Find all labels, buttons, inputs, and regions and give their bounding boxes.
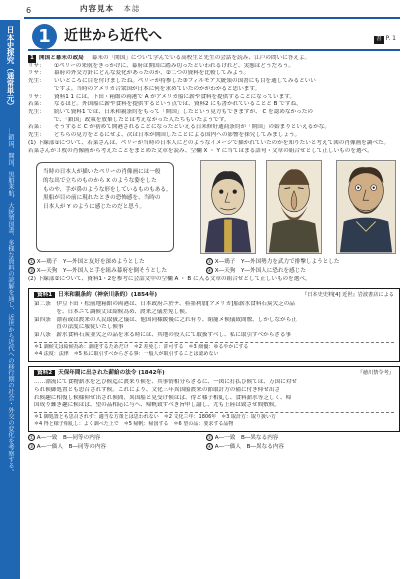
main-label: 本誌	[123, 4, 141, 13]
question-1-choices	[28, 258, 400, 275]
choice-4[interactable]: ④ X―天狗 Y―外国人に恐れを感じた	[207, 268, 306, 275]
document-line: 第八条 薪水食料石炭並欠乏の品を求る時には、其地の役人にて取扱すべし、私に取引すべからざる事	[34, 332, 292, 339]
dialogue-line: 若菜： そうすると C が初めて開港されることになったといえる日米修好通商条約が「開国」の始まりといえるかな。	[28, 124, 330, 131]
document-2-title: 天保年間に出された薪給の法令 (1842年)	[58, 369, 165, 376]
question-2-choices	[28, 434, 400, 451]
sample-label: 内容見本	[80, 4, 114, 13]
section-title: 開国と幕末の政局	[39, 55, 84, 61]
speaker: 若菜：	[28, 101, 45, 108]
dialogue-line: 先生： 続いて資料1 では、日米和親条約をもって「開国」したという見方もできますが、 C を認めなかったの	[28, 109, 313, 116]
document-line: 第四条 漂着或は渡来の人民取扱之儀は、他国同様緩優に之れ有り、閉籠メ候儀致間敷、しかしながら正	[34, 316, 297, 323]
sidebar-topic: …鎖国、開国、黒船来航、大統領国書、多様な資料の読解を通し、近世から近代への移行期の社会・外交の変化を考察する。	[7, 128, 14, 476]
dialogue-line: 若菜： なるほど。外国船に薪や食料を提供するという点では、資料2 にも書かれていることと B ですね。	[28, 101, 302, 108]
portrait-figure-row	[28, 158, 400, 256]
document-1-heading	[34, 292, 394, 300]
chapter-reference	[374, 35, 396, 44]
choice-2[interactable]: ② X―鶏子 Y―外国勢力を武力で排撃しようとした	[207, 259, 340, 266]
question-1-lead: (1) 下線部①について、若菜さんは、ペリーが当時の日本人にどのようなイメージで描かれていたのかを知りたいと考えて図の肖像画を調べた。	[28, 139, 390, 146]
document-2-source: 『徳川禁令考』	[357, 369, 394, 376]
q2-choice-2[interactable]: ② A―一致 B―異なる内容	[207, 434, 279, 441]
document-2-notes	[34, 412, 394, 428]
speaker: 先生：	[28, 132, 45, 139]
choice-row	[28, 443, 400, 452]
document-1-title: 日米和親条約（神奈川条約）(1854年)	[58, 291, 158, 298]
header-labels	[80, 4, 140, 14]
question-1-lead-2: 若菜さんが３枚の肖像画から考えたことをまとめた文章を読み、空欄 X ・ Y に当てはまる語句・文章の組合せとして正しいものを選べ。	[28, 147, 373, 154]
portrait-drawing-icon	[267, 161, 321, 253]
document-2-heading	[34, 370, 394, 378]
speaker: 先生：	[28, 78, 45, 85]
section-number: 1	[28, 55, 36, 63]
dialogue-line: ですよ。当時のアメリカ合衆国が日本に何を求めていたのかがわかると思います。	[54, 85, 261, 92]
page-header	[0, 0, 410, 20]
note-line: ＊4 法度：法律 ＊5 私に取引すべからざる事：一般人が取引することは認めない	[34, 350, 219, 357]
speaker: リサ：	[28, 93, 45, 100]
document-line: 直の法度に服従いたし候事	[34, 324, 124, 331]
chapter-heading	[28, 23, 400, 51]
reference-page: P. 1	[385, 35, 396, 42]
speaker: リサ：	[28, 62, 45, 69]
header-rule	[24, 17, 400, 19]
speaker: リサ：	[28, 70, 45, 77]
note-line: ＊1 御処置とも思召されず：適当な方策とは思われない ＊2 文化三年：1806年 ＊3 取計方：取り扱い方	[34, 414, 277, 421]
sidebar-subject: 日本史探究（通常単元）	[6, 26, 15, 110]
document-line: 第二条 伊豆下田・松前地箱館の両港は、日本政府ニ於テ、亜墨利加[アメリカ]船薪水食料石炭欠乏の品	[34, 301, 295, 308]
document-line: ……漂流にて食物薪水を乞ひ候迄に渡来り候を、其事情相分らざるに、一図に打払ひ候ては、万国に対せ	[34, 379, 297, 386]
portrait-drawing-icon	[337, 161, 395, 253]
dialogue-line: 先生： いいところに目を付けましたね。ペリーが持参した③フィルモア大統領の国書にも目を通してみるといい	[28, 78, 316, 85]
question-2-lead: (2) 下線部②について、資料1・2を参考に会話文中の空欄 A ・ B に入る文章の組合せとして正しいものを選べ。	[28, 275, 311, 282]
speaker: 若菜：	[28, 124, 45, 131]
dialogue-line: で、「鎖国」政策を放棄したとは考えなかった人たちもいたようです。	[54, 116, 230, 123]
document-2	[28, 366, 400, 432]
speaker: 先生：	[28, 109, 45, 116]
chapter-number: 1	[32, 24, 57, 49]
document-1-notes	[34, 342, 394, 358]
document-line: を、日本ニて調候丈は給候為め、渡来之儀差免し候。	[34, 308, 191, 315]
subject-sidebar	[0, 20, 20, 579]
note-line: ＊4 得と様子相糺し：よく調べた上で ＊5 帰帆：帰国する ＊6 望の品：要求する品物	[34, 421, 234, 428]
student-speech-box: 当時の日本人が描いたペリーの肖像画には一般 的な出で立ちのものから X のような姿をした ものや、手が鼻のような形をしているものもある。 黒船が目の前に現れたときの恐怖感を、当時の 日本人が Y のように感じたのだと思う。	[36, 162, 174, 252]
choice-1[interactable]: ① X―鶏子 Y―外国と友好を深めようとした	[29, 259, 145, 266]
perry-portrait-1	[200, 160, 256, 254]
q2-choice-3[interactable]: ③ A―一価人 B―同等の内容	[29, 443, 106, 450]
note-line: ＊1 調候丈は給候為め：調達するためだけ ＊2 差免し：許可する ＊3 緩優：ゆるやかにする	[34, 343, 249, 350]
document-2-tag: 資料2	[34, 370, 55, 376]
choice-3[interactable]: ③ X―天狗 Y―外国人と手を組み幕府を倒そうとした	[29, 268, 168, 275]
perry-portrait-2	[266, 160, 322, 254]
chapter-title: 近世から近代へ	[64, 28, 162, 44]
dialogue-line: リサ： 幕府の外交方針にどんな変化があったのか、②二つの資料を比較してみよう。	[28, 70, 250, 77]
book-icon: 書	[376, 36, 382, 42]
main-content	[28, 55, 400, 451]
document-line: 国成り難き趣に候はば、望の品相応に与へ、帰帆致すべき旨申し諭し、尤も上陸は致させ間敷候。	[34, 402, 281, 409]
document-line: れ候趣に相復し候様仰せ出され候間、異国船と見受け候はば、得と様子相糺し、食料薪水等乏しく、帰	[34, 394, 292, 401]
dialogue-line: リサ： 資料1 1 には、下田・箱館の両港で A がアメリカ船に薪や食料を提供することになっています。	[28, 93, 295, 100]
dialogue-line: 先生： どちらの見方をとるにせよ、次は日本が開国したことによる国内への影響を探究してみましょう。	[28, 132, 301, 139]
section-intro: 幕末の「開国」について学んでいる高校生と先生の会話を読み、江戸の問いに答えよ。	[91, 55, 311, 61]
document-1-tag: 資料1	[34, 292, 55, 298]
document-line: られ候御処置とも思召されず候。これにより、文化三年異国船渡来の節取計方の備に付き仰せ出さ	[34, 387, 281, 394]
perry-portrait-3	[336, 160, 396, 254]
page-number: 6	[26, 6, 32, 15]
q2-choice-1[interactable]: ① A―一致 B―同等の内容	[29, 434, 101, 441]
document-1	[28, 288, 400, 362]
choice-row	[28, 267, 400, 276]
q2-choice-4[interactable]: ④ A―一価人 B―異なる内容	[207, 443, 284, 450]
section-heading	[28, 55, 400, 63]
document-1-source: 『日本史史料[4] 近世』岩波書店による	[302, 291, 394, 298]
portrait-drawing-icon	[201, 161, 255, 253]
choice-row	[28, 258, 400, 267]
dialogue-line: リサ： ①ペリーの来航をきっかけに、幕府は開国に踏み切ったといわれるけれど、実態はどうだろう。	[28, 62, 294, 69]
choice-row	[28, 434, 400, 443]
